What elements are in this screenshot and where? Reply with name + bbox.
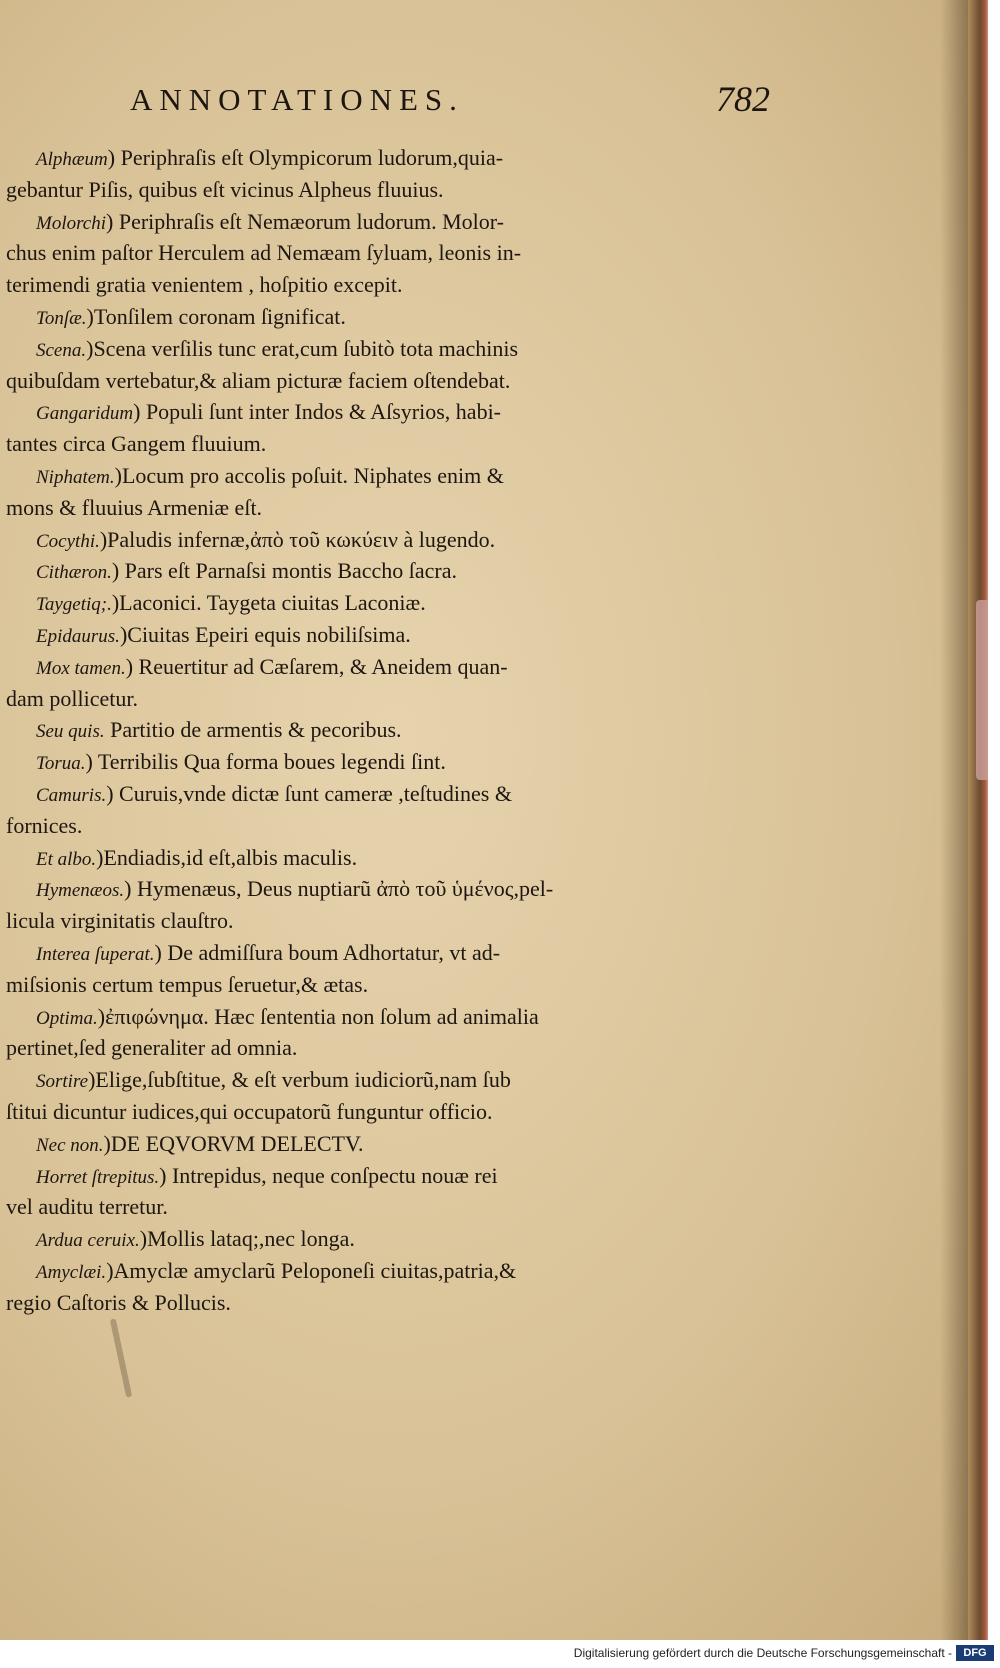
lemma: Cithæron. bbox=[36, 562, 112, 584]
text-line bbox=[6, 269, 796, 301]
lemma: Niphatem. bbox=[36, 466, 115, 488]
lemma: Torua. bbox=[36, 753, 86, 775]
text-line bbox=[6, 810, 796, 842]
text-line bbox=[6, 1001, 796, 1033]
page-tab-marker bbox=[976, 600, 988, 780]
annotation-text: )DE EQVORVM DELECTV. bbox=[103, 1130, 364, 1156]
lemma: Molorchi bbox=[36, 212, 107, 234]
annotation-text: terimendi gratia venientem , hoſpitio excepit. bbox=[6, 272, 403, 298]
text-line bbox=[6, 1064, 796, 1096]
annotation-text: ) Pars eſt Parnaſsi montis Baccho ſacra. bbox=[111, 558, 458, 584]
annotation-text: licula virginitatis clauſtro. bbox=[6, 908, 234, 934]
annotation-text: )Elige,ſubſtitue, & eſt verbum iudiciorũ,nam ſub bbox=[88, 1067, 511, 1093]
text-line bbox=[6, 142, 796, 174]
lemma: Taygetiq;. bbox=[36, 594, 112, 616]
annotation-text: ſtitui dicuntur iudices,qui occupatorũ funguntur officio. bbox=[6, 1098, 493, 1124]
footer-credit: Digitalisierung gefördert durch die Deutsche Forschungsgemeinschaft - bbox=[573, 1646, 952, 1660]
text-line bbox=[6, 555, 796, 587]
annotation-text: miſsionis certum tempus ſeruetur,& ætas. bbox=[6, 971, 369, 997]
text-line bbox=[6, 1287, 796, 1319]
text-line bbox=[6, 651, 796, 683]
annotation-text: )Amyclæ amyclarũ Peloponeſi ciuitas,patria,& bbox=[106, 1257, 517, 1283]
annotation-text: gebantur Piſis, quibus eſt vicinus Alpheus fluuius. bbox=[6, 176, 444, 202]
annotation-text: mons & fluuius Armeniæ eſt. bbox=[6, 494, 263, 520]
lemma: Interea ſuperat. bbox=[36, 943, 155, 965]
text-line bbox=[6, 1160, 796, 1192]
text-line bbox=[6, 333, 796, 365]
annotation-text: ) Intrepidus, neque conſpectu nouæ rei bbox=[159, 1162, 498, 1188]
running-head: ANNOTATIONES. bbox=[130, 82, 464, 117]
text-line bbox=[6, 587, 796, 619]
page-header bbox=[130, 79, 770, 130]
text-line bbox=[6, 492, 796, 524]
lemma: Optima. bbox=[36, 1007, 98, 1029]
text-line bbox=[6, 1032, 796, 1064]
lemma: Ardua ceruix. bbox=[36, 1230, 140, 1252]
text-line bbox=[6, 873, 796, 905]
lemma: Hymenæos. bbox=[36, 880, 125, 902]
annotation-text: ) Populi ſunt inter Indos & Aſsyrios, habi- bbox=[133, 399, 502, 425]
annotation-text: chus enim paſtor Herculem ad Nemæam ſyluam, leonis in- bbox=[6, 240, 522, 266]
text-line bbox=[6, 301, 796, 333]
text-line bbox=[6, 460, 796, 492]
text-line bbox=[6, 714, 796, 746]
annotation-text: )Laconici. Taygeta ciuitas Laconiæ. bbox=[111, 590, 426, 616]
ink-mark bbox=[110, 1318, 133, 1397]
lemma: Mox tamen. bbox=[36, 657, 126, 679]
text-line bbox=[6, 365, 796, 397]
annotation-text: )Scena verſilis tunc erat,cum ſubitò tota machinis bbox=[86, 335, 519, 361]
lemma: Camuris. bbox=[36, 784, 107, 806]
text-line bbox=[6, 524, 796, 556]
annotation-text: regio Caſtoris & Pollucis. bbox=[6, 1289, 231, 1315]
text-line bbox=[6, 905, 796, 937]
annotation-text: pertinet,ſed generaliter ad omnia. bbox=[6, 1035, 298, 1061]
text-line bbox=[6, 1223, 796, 1255]
text-line bbox=[6, 842, 796, 874]
annotation-text: fornices. bbox=[6, 812, 83, 838]
annotation-text: Partitio de armentis & pecoribus. bbox=[104, 717, 402, 743]
page-number: 782 bbox=[716, 79, 770, 119]
annotation-text: ) Curuis,vnde dictæ ſunt cameræ ,teſtudines & bbox=[106, 780, 512, 806]
text-line bbox=[6, 619, 796, 651]
lemma: Seu quis. bbox=[36, 721, 105, 743]
annotation-text: ) Reuertitur ad Cæſarem, & Aneidem quan- bbox=[125, 653, 508, 679]
lemma: Cocythi. bbox=[36, 530, 100, 552]
text-line bbox=[6, 1096, 796, 1128]
lemma: Nec non. bbox=[36, 1134, 104, 1156]
annotation-text: dam pollicetur. bbox=[6, 685, 138, 711]
annotation-text: quibuſdam vertebatur,& aliam picturæ faciem oſtendebat. bbox=[6, 367, 511, 393]
annotation-text: )ἐπιφώνημα. Hæc ſententia non ſolum ad animalia bbox=[97, 1003, 539, 1029]
lemma: Sortire bbox=[36, 1071, 89, 1093]
text-line bbox=[6, 683, 796, 715]
lemma: Epidaurus. bbox=[36, 625, 120, 647]
annotation-text: ) Hymenæus, Deus nuptiarũ ἀπὸ τοῦ ὑμένος,pel- bbox=[124, 876, 554, 902]
text-line bbox=[6, 746, 796, 778]
annotation-text: )Endiadis,id eſt,albis maculis. bbox=[96, 844, 358, 870]
lemma: Horret ſtrepitus. bbox=[36, 1166, 160, 1188]
annotation-text: )Tonſilem coronam ſignificat. bbox=[86, 303, 346, 329]
annotation-text: )Paludis infernæ,ἀπὸ τοῦ κωκύειν à lugendo. bbox=[99, 526, 496, 552]
text-line bbox=[6, 396, 796, 428]
annotation-text: )Locum pro accolis poſuit. Niphates enim & bbox=[114, 462, 504, 488]
annotation-text: )Mollis lataq;,nec longa. bbox=[139, 1226, 355, 1252]
annotation-text: ) Periphraſis eſt Nemæorum ludorum. Molor- bbox=[106, 208, 504, 234]
text-line bbox=[6, 937, 796, 969]
text-line bbox=[6, 778, 796, 810]
page-gutter-shadow bbox=[940, 0, 968, 1640]
footer-bar bbox=[0, 1640, 1000, 1668]
text-line bbox=[6, 969, 796, 1001]
lemma: Et albo. bbox=[36, 848, 97, 870]
annotation-text: ) Periphraſis eſt Olympicorum ludorum,quia- bbox=[107, 145, 504, 170]
annotation-text: vel auditu terretur. bbox=[6, 1194, 168, 1220]
annotation-body bbox=[6, 142, 796, 1318]
text-line bbox=[6, 206, 796, 238]
lemma: Tonſæ. bbox=[36, 307, 87, 329]
lemma: Gangaridum bbox=[36, 403, 134, 425]
text-line bbox=[6, 1191, 796, 1223]
lemma: Amyclæi. bbox=[36, 1261, 107, 1283]
annotation-text: ) Terribilis Qua forma boues legendi ſint. bbox=[85, 749, 446, 775]
lemma: Alphæum bbox=[36, 149, 108, 170]
text-line bbox=[6, 1128, 796, 1160]
annotation-text: ) De admiſſura boum Adhortatur, vt ad- bbox=[154, 939, 501, 965]
text-line bbox=[6, 428, 796, 460]
text-line bbox=[6, 237, 796, 269]
text-line bbox=[6, 1255, 796, 1287]
text-line bbox=[6, 174, 796, 206]
lemma: Scena. bbox=[36, 339, 87, 361]
page-edge bbox=[968, 0, 988, 1640]
annotation-text: )Ciuitas Epeiri equis nobiliſsima. bbox=[119, 621, 411, 647]
annotation-text: tantes circa Gangem fluuium. bbox=[6, 431, 267, 457]
dfg-logo: DFG bbox=[956, 1645, 994, 1661]
